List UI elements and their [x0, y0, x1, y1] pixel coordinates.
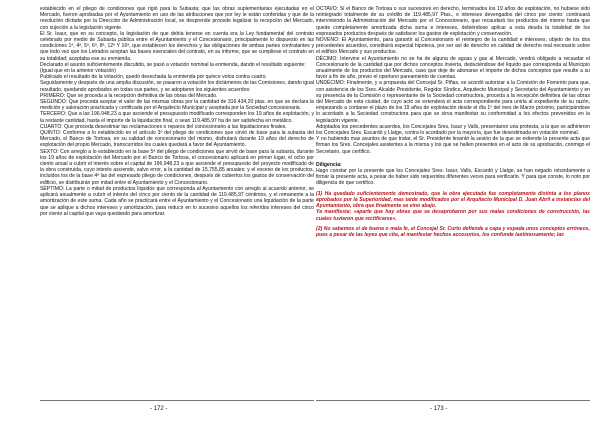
right-paragraph: Y no habiendo mas asuntos de que tratar, el Sr. Presidente levantó la sesión de la que se extiende la presente acta que firman los Sres. Concejales asistentes a la misma y los que se hallen presentes en el acto de su aprobación, conmigo el Secretario, que certifico. [316, 136, 590, 155]
right-page-column [316, 6, 590, 398]
diligencia-heading: Diligencia: [316, 161, 342, 168]
left-paragraph: El Sr. Isaur, que en su concepto, la legislación de que debía tenerse en cuenta era la Ley fundamental del contrato celebrado por medio de Subasta pública entre el Ayuntamiento y el Concesionario, principalmente lo dispuesto en las condiciones 1ª, 4ª, 5ª, 6ª, 8ª, 12ª Y 16ª, que establecen los derechos y las obligaciones de ambas partes contratantes y que todo vez que los Letrados aceptan las bases esenciales del contrato, en su informe, que se cumpliese el contrato en su totalidad; aceptaba ese su enmienda. [40, 30, 314, 62]
left-paragraph: establecido en el pliego de condiciones que rigió para la Subasta; que las obras suplementarias ejecutadas en el Mercado, fueron aprobadas por el Ayuntamiento en uso de las atribuciones que por ley le están conferidas y que de la resolución dictada por la Dirección de Administración local, se desprende procede legalizar la recepción del Mercado, con sujeción a la legislación vigente. [40, 6, 314, 31]
right-paragraph: UNDÉCIMO: Finalmente, y a propuesta del Concejal Sr. Piñas, se acordó autorizar a la Comisión de Fomento para que, con asistencia de los Sres. Alcalde Presidente, Regidor Síndico, Arquitecto Municipal y Secretario del Ayuntamiento y en su presencia de la Comisión o representante de la Sociedad constructora, proceda a la recepción definitiva de las obras del Mercado de esta ciudad, de cuyo acto se extenderá el acta correspondiente para unirla al expediente de su razón, empezando a contarse el plazo de los 19 años de explotación desde el día 1º del mes de Marzo próximo, participándose lo acordado a la Sociedad constructora para que se sirva manifestar su conformidad a los efectos prevenidos en la legislación vigente. [316, 80, 590, 124]
page-number-right: - 173 - [430, 406, 448, 412]
footnote: Ya manifiesta: «aparte que hay obras que se desaprobaron por sus malas condiciones de construcción, las cuales tuvieron que rectificarse». [316, 209, 590, 222]
left-paragraph: QUINTO: Conforme a lo establecido en el artículo 3º del pliego de condiciones que sirvió de base para la subasta del Mercado, el Banco de Tortosa, en su calidad de concesionario del mismo, disfrutará durante 19 años del derecho de explotación del propio Mercado, transcurridos los cuales quedará a favor del Ayuntamiento. [40, 130, 314, 149]
left-paragraph: SÉPTIMO: La parte o mitad de productos líquidos que corresponda al Ayuntamiento con arreglo al acuerdo anterior, se aplicará anualmente a cubrir el interés del cinco por ciento de la cantidad de 119.485,97 céntimos, y el remanente a la amortización de este suma. Cada año se practicará entre el Ayuntamiento y el Concesionario una liquidación de la parte que se aplique a dichos intereses y amortización, para reducir en lo sucesivo aquellos los referidos intereses del cinco por ciento al capital que vaya quedando para amortizar. [40, 185, 314, 217]
footnote: (2) No sabemos si de buena o mala fe, el Concejal Sr. Curto defiende a capa y espada unos conceptos erróneos, pues a pesar de las leyes que cita, al manifestar hechos accesorios, los confunde lastimosamente; las [316, 225, 590, 238]
left-paragraph: Seguidamente y después de una amplia discusión, se pasaron a votación los dictámenes de las Comisiones, dando igual resultado, quedando aprobados en todas sus partes, y se adoptaron los siguientes acuerdos: [40, 80, 314, 93]
left-paragraph: SEXTO: Con arreglo a lo establecido en la base 5ª del pliego de condiciones que sirvió de base para la subasta, durante los 19 años de explotación del Mercado por el Banco de Tortosa, el concesionario aplicará en primer lugar, el ocho por ciento anual a cubrir el interés sobre el capital de 196.948,23 a que asciende el presupuesto del proyecto modificado de la obra construida, cuyo interés asciende, salvo error, a la cantidad de 15.755,85 anuales; y el exceso de los productos, incluidos los de la base 4ª las del expresado pliego de condiciones, después de cubiertos los gastos de conservación del edificio, se distribuirán por mitad entre el Ayuntamiento y el Concesionario. [40, 148, 314, 186]
right-paragraph: NOVENO: El Ayuntamiento, para garantir al Concesionario el reintegro de la cantidad e intereses, objeto de los dos precedentes acuerdos, constituirá especial hipoteca, por ser así de derecho en calidad de derecho real necesario sobre el edificio Mercado y sus productos. [316, 37, 590, 56]
left-paragraph: CUARTO: Que proceda desestimar las reclamaciones o reparos del concesionario a las liquidaciones finales. [40, 123, 287, 130]
diligencia-text: Hago constar por la presente que los Concejales Sres. Isaur, Valls, Escardó y Llatge, se han negado rotundamente a firmar la presente acta, a pesar de haber sido requeridos diferentes veces para verificarlo. Y para que conste, lo noto por diligencia de que certifico. [316, 168, 590, 187]
footnote: (1) Ha quedado suficientemente demostrado, que la obra ejecutada fue completamente distinta a los planos aprobados por la Superioridad, mas tarde modificados por el Arquitecto Municipal D. Juan Abril a instancias del Ayuntamiento, obra que finalmente se vino abajo. [316, 190, 590, 210]
spacer [316, 155, 590, 159]
left-paragraph: TERCERO: Que a las 196.948,23 a que asciende el presupuesto modificado corresponden los 19 años de explotación, y la restante cantidad, hasta el importe de la liquidación final, o sean 119.485,97 ha de ser satisfecha en metálico. [40, 111, 314, 124]
footer-rule [40, 400, 314, 401]
left-paragraph: (Igual que en la anterior votación) [40, 68, 116, 75]
left-paragraph: Publicado el resultado de la votación, quedó desechada la enmienda por quince votos contra cuatro. [40, 74, 267, 81]
right-paragraph: DÉCIMO: Intervine el Ayuntamiento no se ha de alguna de aguas y gas al Mercado, vendrá obligado a recaudar el Concesionario de la cantidad que por dichos conceptos invierta, deduciéndose del líquido que corresponda al Municipio anualmente de los productos del Mercado, caso que deje de abonarse el importe de dichos conceptos que resulte a su favor a fin de año, previo el oportuno pareamiento de cuentas. [316, 55, 590, 81]
left-page-column [40, 6, 314, 398]
page-number-left: - 172 - [150, 406, 168, 412]
right-paragraph: Adoptados los precedentes acuerdos, los Concejales Sres. Isaur y Valls, presentaron una protesta, a la que se adhirieron los Concejales Sres. Escardó y Llatge, contra lo acordado por la mayoría, que fue desestimada en votación nominal. [316, 123, 590, 137]
left-paragraph: SEGUNDO: Que proceda aceptar el valor de las mismas obras por la cantidad de 316.434,20 ptas. en que se declara la medición y valoración practicada y certificada por el Arquitecto Municipal y aceptada por la Sociedad concesionaria. [40, 99, 314, 112]
left-paragraph: PRIMERO: Que se proceda a la recepción definitiva de las obras del Mercado. [40, 92, 218, 99]
page-footer [0, 400, 600, 424]
right-paragraph: OCTAVO: Si el Banco de Tortosa o sus sucesores en derecho, terminados los 19 años de explotación, no hubiese sido reintegrado totalmente de su crédito de 119.485,97 Ptas., e intereses devengados del cinco por ciento: continuará interviniendo la Administración del Mercado por el Concesionario, que recaudará los productos del mismo hasta que quede completamente amortizada dicha suma e intereses, debiéndose aplicar a esta deuda la totalidad de los expresados productos después de satisfacer los gastos de explotación y conservación. [316, 6, 590, 37]
footer-rule [316, 400, 590, 401]
left-paragraph: Declarado el asunto suficientemente discutido, se pasó a votación nominal la enmienda, dando el resultado siguiente: [40, 61, 306, 68]
